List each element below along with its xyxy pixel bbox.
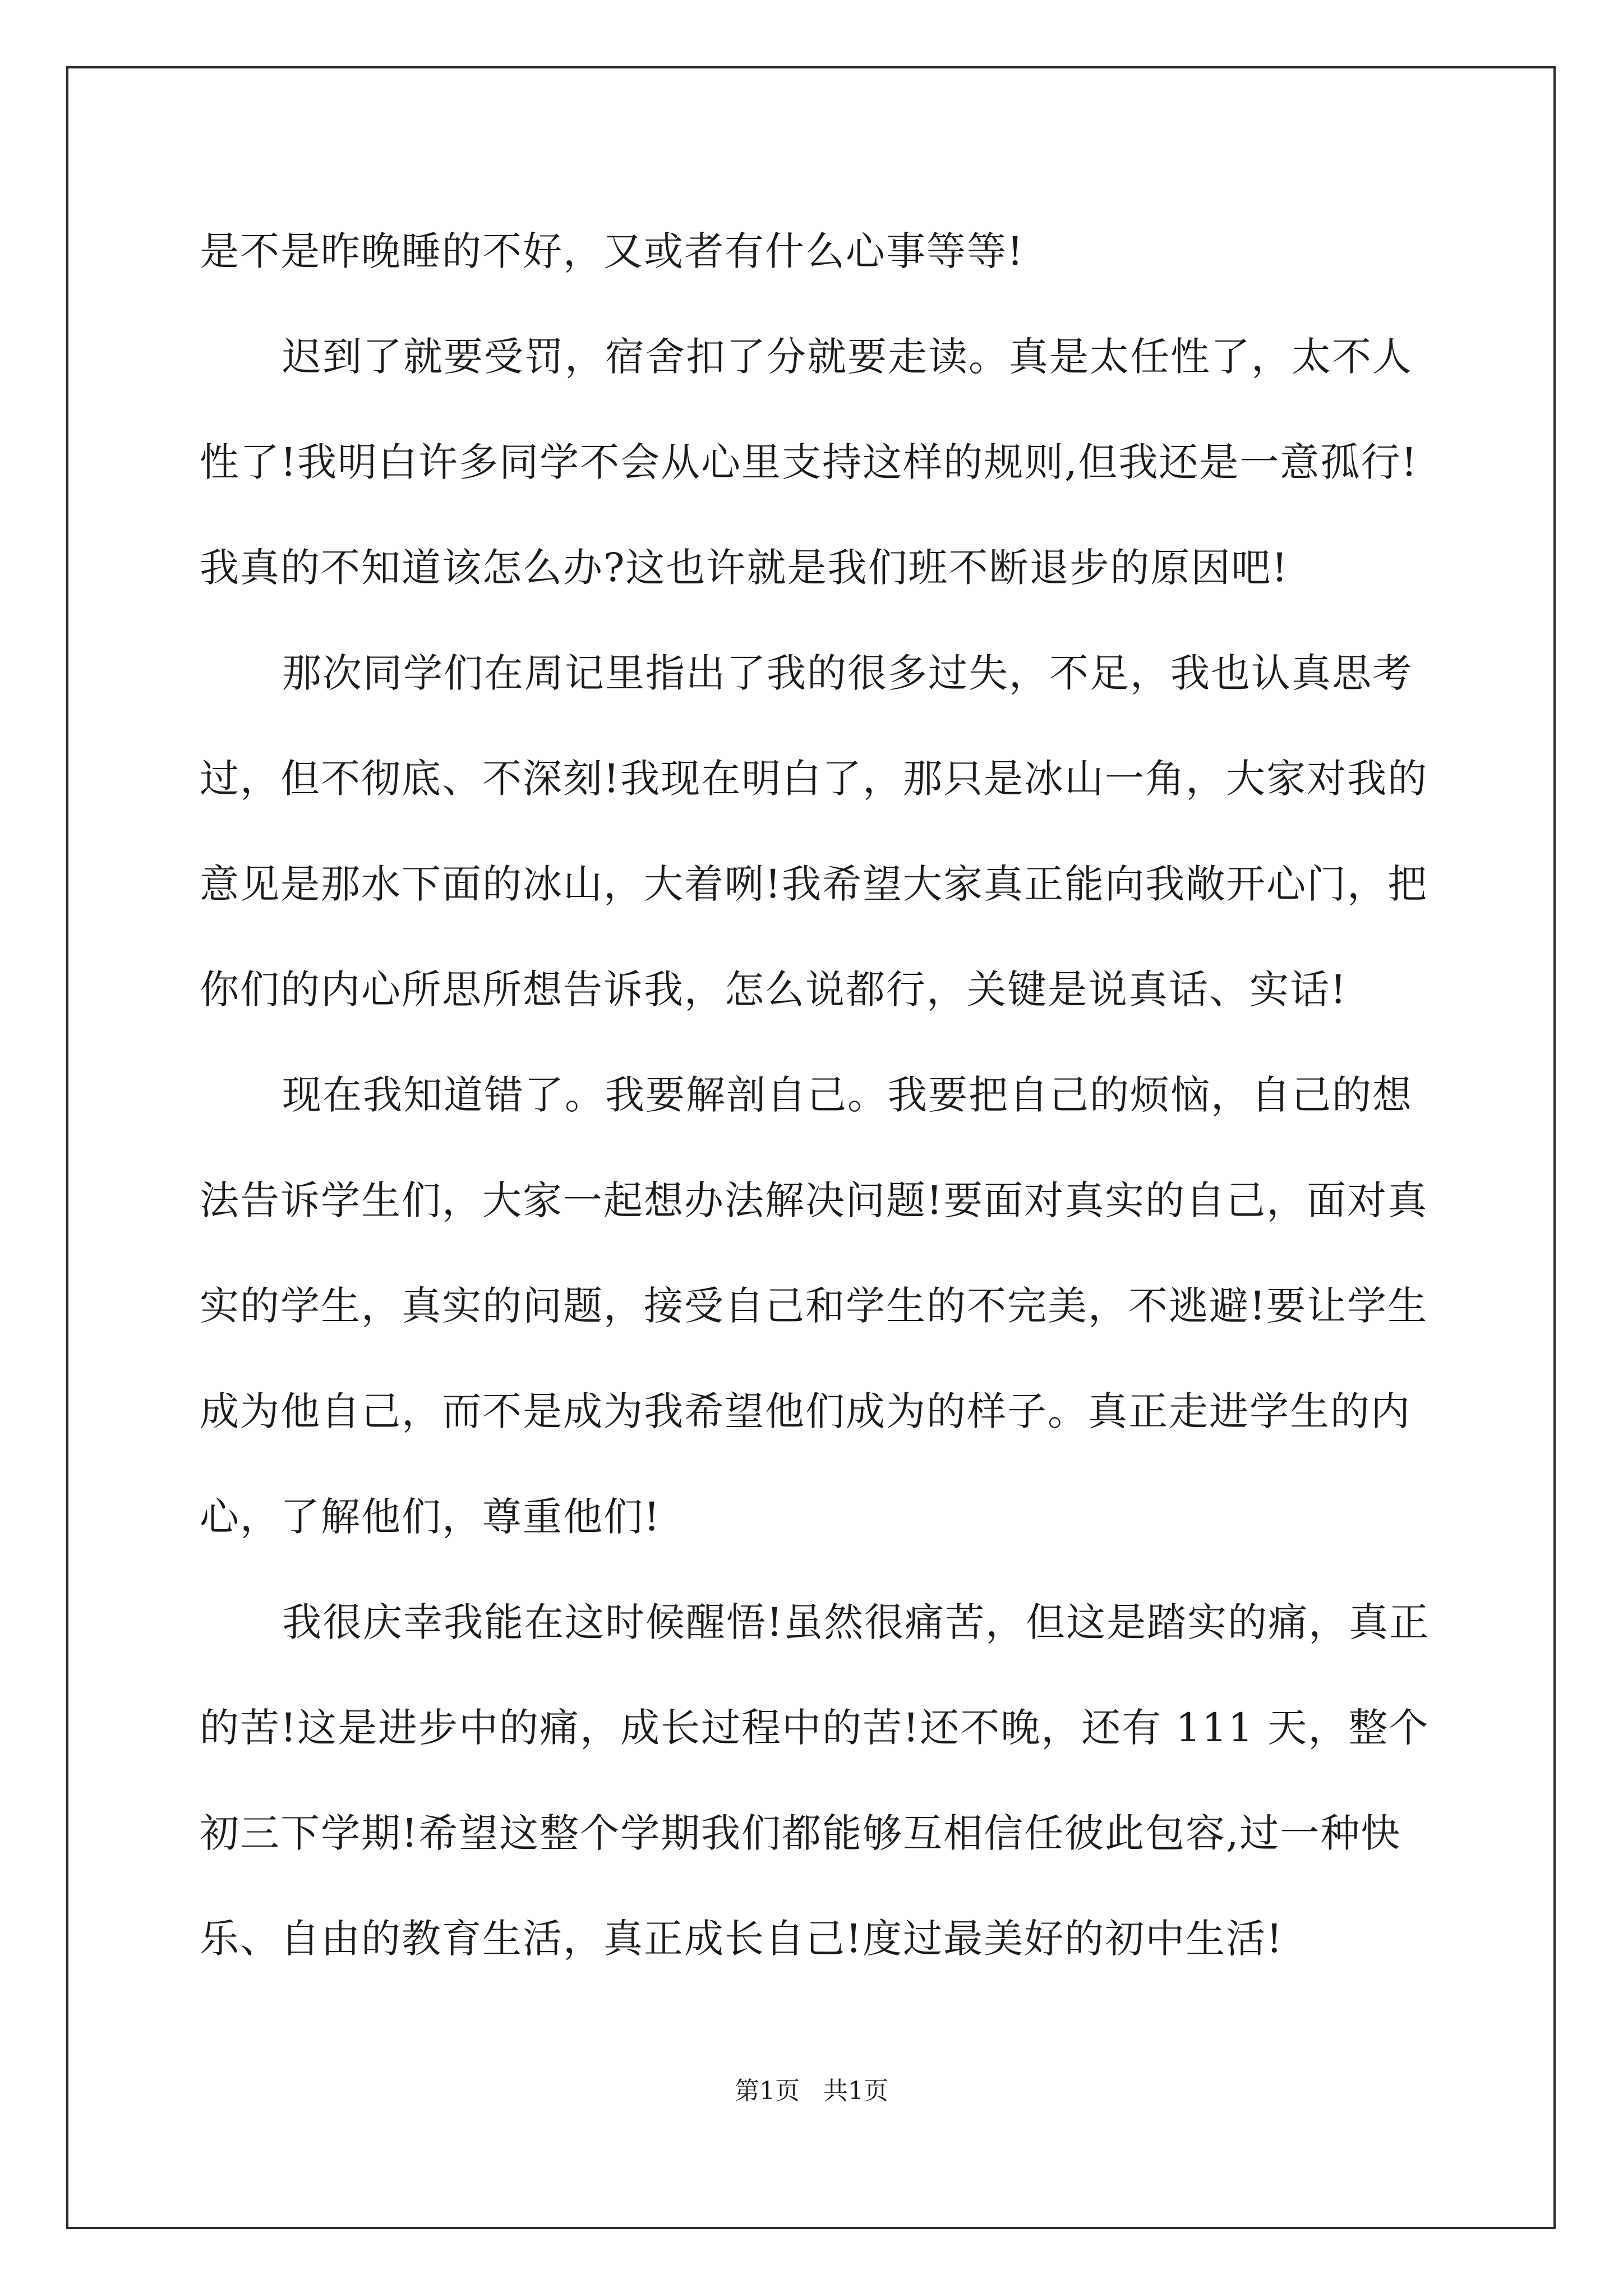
page-border [66,66,1556,2229]
paragraph-5-line-4: 乐、自由的教育生活，真正成长自己!度过最美好的初中生活! [200,1916,1284,1962]
paragraph-3-line-4: 你们的内心所思所想告诉我，怎么说都行，关键是说真话、实话! [200,967,1348,1013]
paragraph-5-line-3: 初三下学期!希望这整个学期我们都能够互相信任彼此包容,过一种快 [200,1810,1401,1856]
paragraph-3-line-2: 过，但不彻底、不深刻!我现在明白了，那只是冰山一角，大家对我的 [200,756,1428,802]
paragraph-3-line-3: 意见是那水下面的冰山，大着咧!我希望大家真正能向我敞开心门，把 [200,861,1428,907]
paragraph-4-line-2: 法告诉学生们，大家一起想办法解决问题!要面对真实的自己，面对真 [200,1177,1428,1223]
paragraph-2-line-2: 性了!我明白许多同学不会从心里支持这样的规则,但我还是一意孤行! [200,439,1418,485]
paragraph-4-line-5: 心，了解他们，尊重他们! [200,1494,661,1540]
page-footer: 第1页 共1页 [735,2077,888,2105]
paragraph-5-line-2: 的苦!这是进步中的痛，成长过程中的苦!还不晚，还有 111 天，整个 [200,1705,1430,1751]
paragraph-5-line-1: 我很庆幸我能在这时候醒悟!虽然很痛苦，但这是踏实的痛，真正 [282,1599,1430,1645]
paragraph-4-line-4: 成为他自己，而不是成为我希望他们成为的样子。真正走进学生的内 [200,1388,1411,1434]
paragraph-2-line-3: 我真的不知道该怎么办?这也许就是我们班不断退步的原因吧! [200,545,1289,591]
paragraph-1-line-1: 是不是昨晚睡的不好，又或者有什么心事等等! [200,228,1025,274]
paragraph-4-line-1: 现在我知道错了。我要解剖自己。我要把自己的烦恼，自己的想 [282,1072,1413,1118]
paragraph-2-line-1: 迟到了就要受罚，宿舍扣了分就要走读。真是太任性了，太不人 [282,334,1413,380]
paragraph-4-line-3: 实的学生，真实的问题，接受自己和学生的不完美，不逃避!要让学生 [200,1283,1428,1329]
paragraph-3-line-1: 那次同学们在周记里指出了我的很多过失，不足，我也认真思考 [282,650,1413,696]
